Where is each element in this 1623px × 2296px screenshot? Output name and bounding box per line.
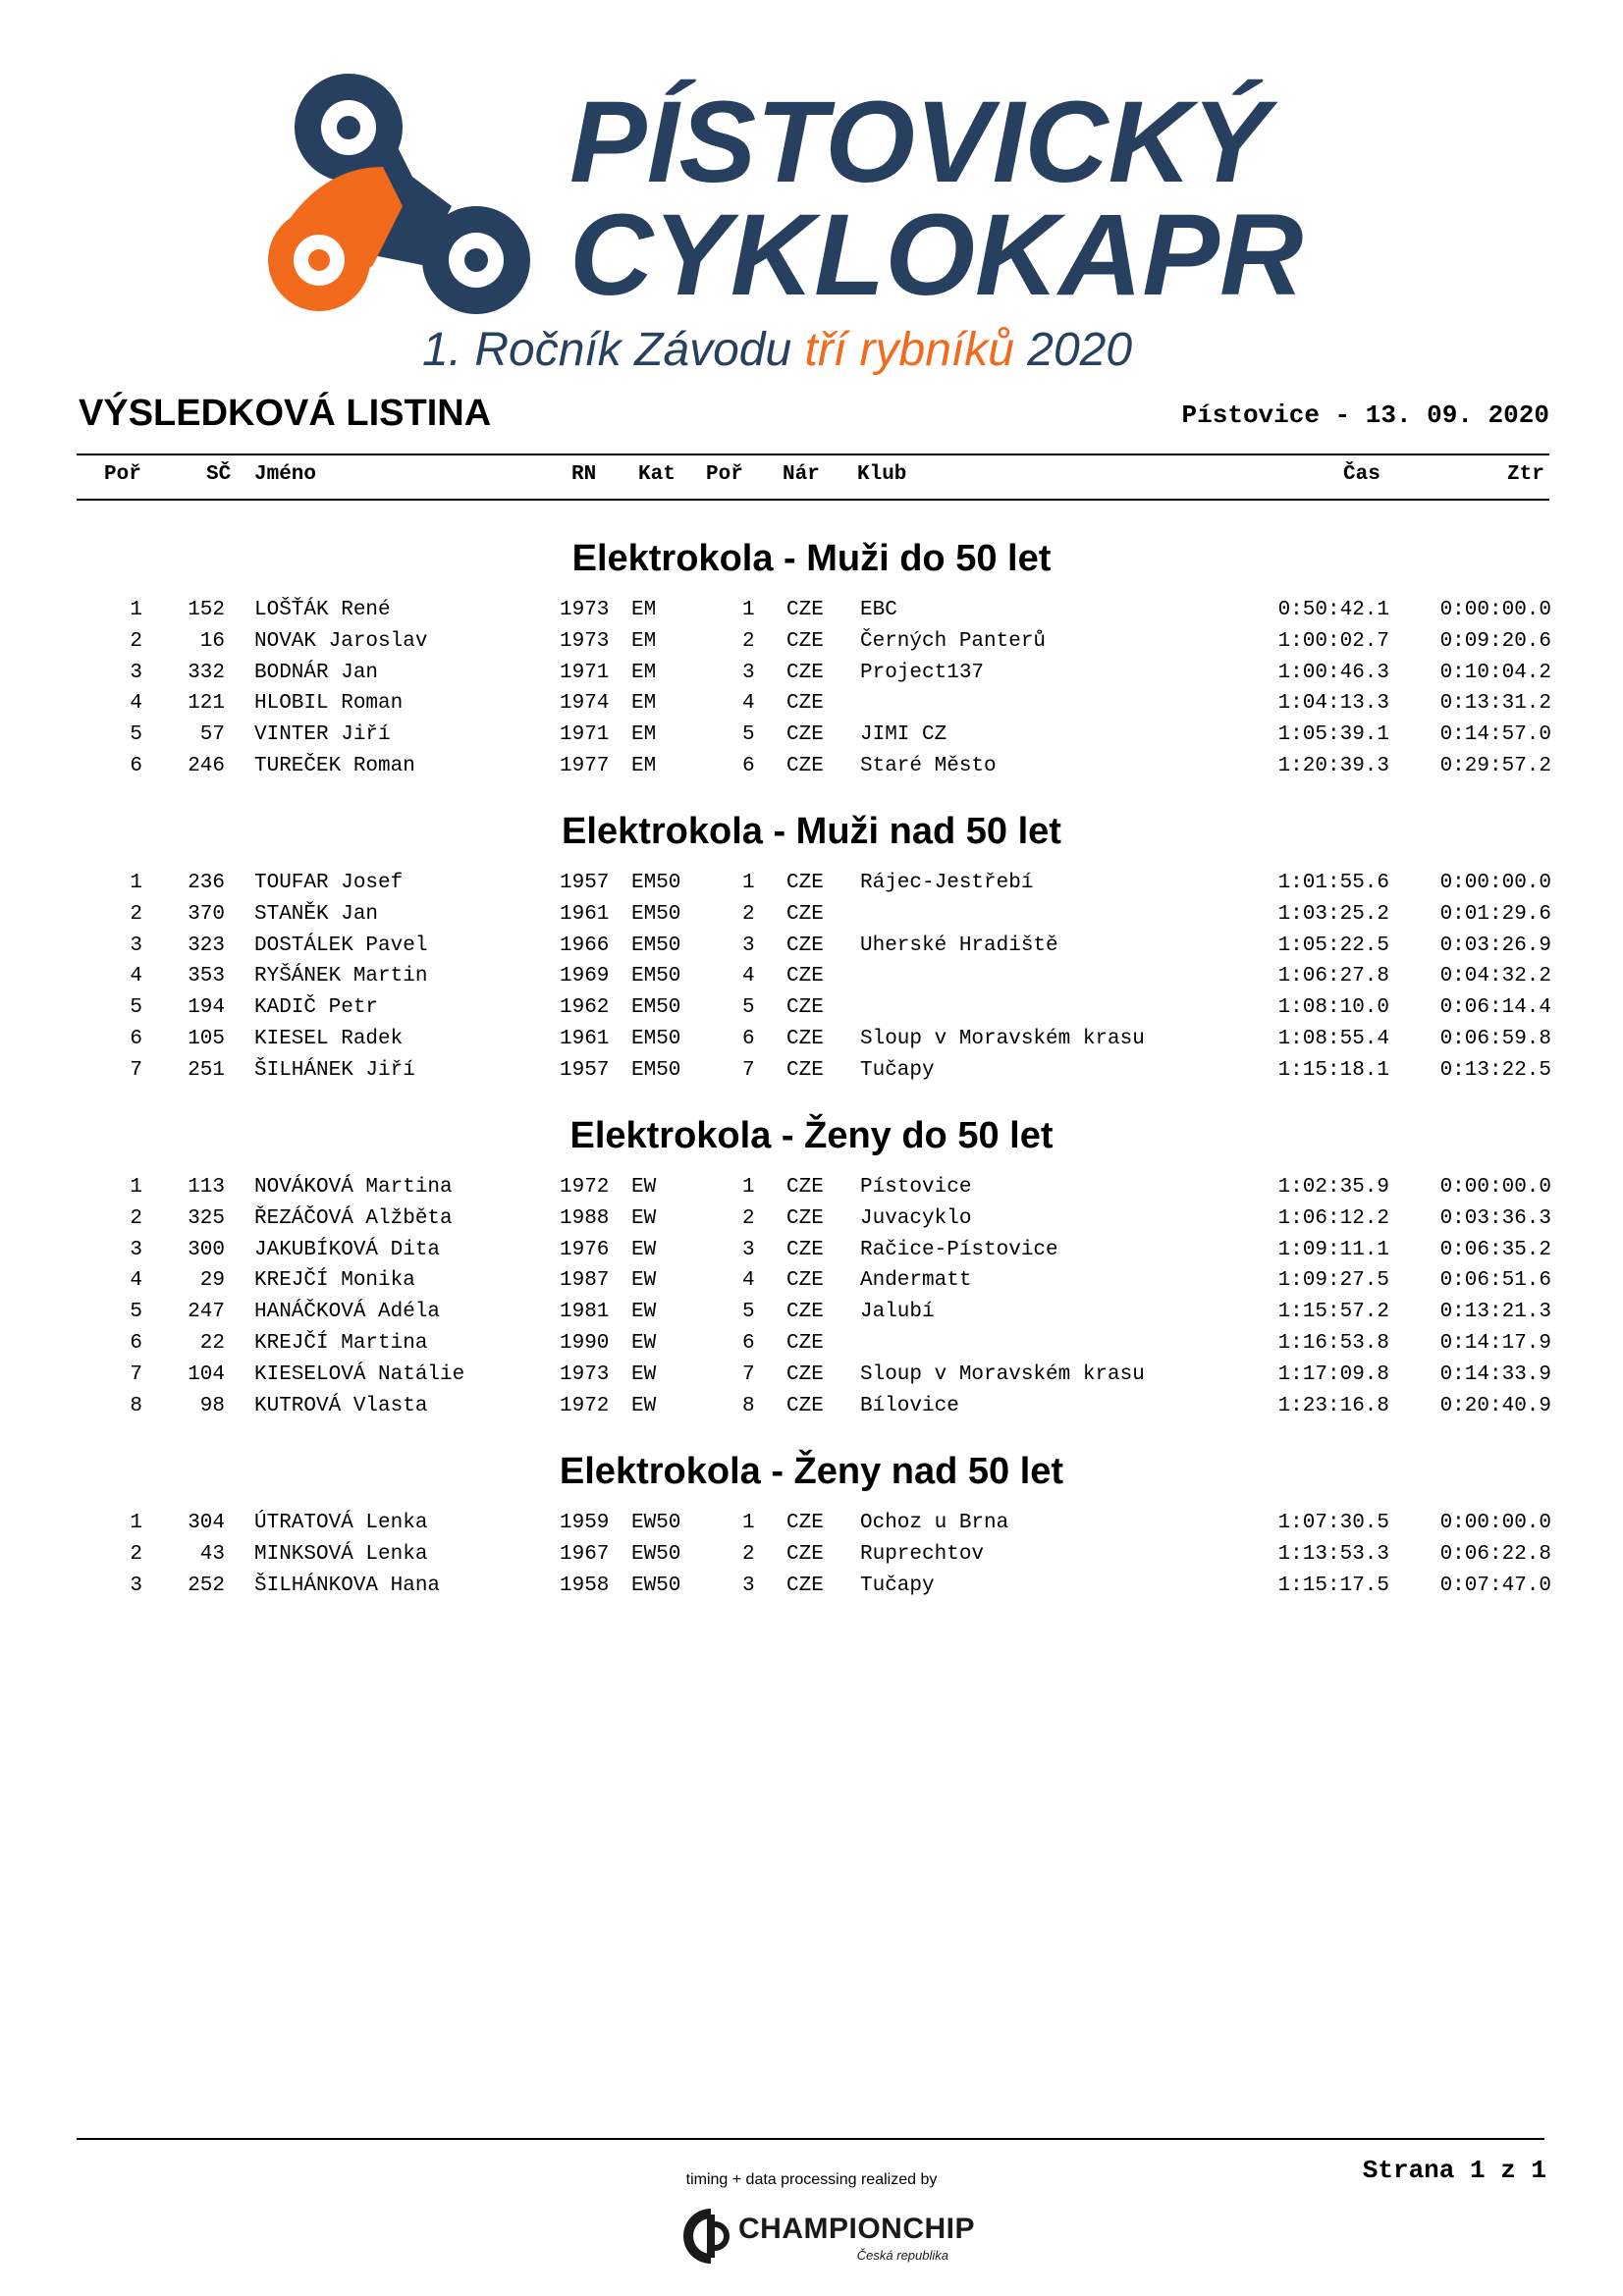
result-row bbox=[0, 599, 1623, 630]
cell-name: JAKUBÍKOVÁ Dita bbox=[254, 1238, 441, 1261]
cell-por: 4 bbox=[130, 1269, 142, 1293]
cell-por: 2 bbox=[130, 629, 142, 653]
cell-por2: 1 bbox=[742, 872, 755, 894]
cell-name: ŠILHÁNKOVA Hana bbox=[254, 1574, 441, 1597]
cell-rn: 1972 bbox=[560, 1176, 610, 1199]
cell-rn: 1987 bbox=[560, 1269, 610, 1293]
result-row bbox=[0, 1575, 1623, 1606]
cell-ztr: 0:00:00.0 bbox=[1439, 1512, 1551, 1534]
cell-club: Staré Město bbox=[860, 755, 997, 777]
cell-name: ŘEZÁČOVÁ Alžběta bbox=[254, 1206, 453, 1230]
cell-sc: 194 bbox=[188, 996, 225, 1020]
cell-nar: CZE bbox=[786, 1238, 824, 1261]
cell-sc: 304 bbox=[188, 1512, 225, 1534]
place-date: Pístovice - 13. 09. 2020 bbox=[1181, 400, 1549, 430]
cell-name: ŠILHÁNEK Jiří bbox=[254, 1058, 415, 1082]
cell-rn: 1971 bbox=[560, 723, 610, 747]
result-row bbox=[0, 692, 1623, 723]
cell-ztr: 0:04:32.2 bbox=[1439, 965, 1551, 988]
cell-name: VINTER Jiří bbox=[254, 723, 391, 747]
cell-por2: 7 bbox=[742, 1058, 755, 1082]
cell-por: 1 bbox=[130, 599, 142, 621]
cell-rn: 1973 bbox=[560, 629, 610, 653]
cell-cas: 1:08:10.0 bbox=[1277, 996, 1389, 1020]
cell-por2: 2 bbox=[742, 1542, 755, 1566]
logo-subtitle: 1. Ročník Závodu tří rybníků 2020 bbox=[422, 324, 1133, 376]
cell-cas: 1:00:46.3 bbox=[1277, 661, 1389, 684]
cell-cas: 1:06:27.8 bbox=[1277, 965, 1389, 988]
cell-rn: 1961 bbox=[560, 902, 610, 926]
page-title: VÝSLEDKOVÁ LISTINA bbox=[79, 393, 492, 434]
cell-por2: 3 bbox=[742, 1238, 755, 1261]
cell-rn: 1969 bbox=[560, 965, 610, 988]
cell-por2: 4 bbox=[742, 965, 755, 988]
cell-por: 2 bbox=[130, 902, 142, 926]
cell-sc: 332 bbox=[188, 661, 225, 684]
cell-cas: 1:09:27.5 bbox=[1277, 1269, 1389, 1293]
cell-nar: CZE bbox=[786, 1206, 824, 1230]
cell-kat: EW bbox=[631, 1238, 657, 1261]
cell-rn: 1974 bbox=[560, 692, 610, 716]
result-row bbox=[0, 630, 1623, 662]
cell-por: 5 bbox=[130, 1301, 142, 1324]
cell-nar: CZE bbox=[786, 1394, 824, 1417]
cell-por: 5 bbox=[130, 723, 142, 747]
cell-por2: 2 bbox=[742, 1206, 755, 1230]
cell-club: Bílovice bbox=[860, 1394, 959, 1417]
cell-cas: 1:15:17.5 bbox=[1277, 1574, 1389, 1597]
cell-club: Černých Panterů bbox=[860, 629, 1047, 653]
cell-por2: 4 bbox=[742, 692, 755, 716]
cell-por: 3 bbox=[130, 1238, 142, 1261]
section-title: Elektrokola - Ženy do 50 let bbox=[569, 1115, 1054, 1156]
cell-nar: CZE bbox=[786, 1301, 824, 1324]
result-row bbox=[0, 1207, 1623, 1239]
cell-kat: EW50 bbox=[631, 1542, 681, 1566]
cell-por: 4 bbox=[130, 692, 142, 716]
cell-kat: EM bbox=[631, 755, 657, 777]
cell-ztr: 0:13:21.3 bbox=[1439, 1301, 1551, 1324]
cell-sc: 251 bbox=[188, 1058, 225, 1082]
cell-ztr: 0:14:33.9 bbox=[1439, 1362, 1551, 1386]
cell-cas: 1:17:09.8 bbox=[1277, 1362, 1389, 1386]
cell-sc: 16 bbox=[199, 629, 225, 653]
cell-kat: EM50 bbox=[631, 872, 681, 894]
cell-kat: EM50 bbox=[631, 1058, 681, 1082]
cell-name: STANĚK Jan bbox=[254, 902, 379, 926]
cell-kat: EM50 bbox=[631, 902, 681, 926]
cell-name: MINKSOVÁ Lenka bbox=[254, 1542, 428, 1566]
section-title: Elektrokola - Ženy nad 50 let bbox=[559, 1451, 1064, 1492]
cell-sc: 247 bbox=[188, 1301, 225, 1324]
cell-kat: EM bbox=[631, 629, 657, 653]
result-row bbox=[0, 1363, 1623, 1395]
cell-por2: 5 bbox=[742, 723, 755, 747]
cell-ztr: 0:07:47.0 bbox=[1439, 1574, 1551, 1597]
cell-ztr: 0:10:04.2 bbox=[1439, 661, 1551, 684]
cell-name: KREJČÍ Monika bbox=[254, 1269, 415, 1293]
cell-name: HLOBIL Roman bbox=[254, 692, 404, 716]
cell-nar: CZE bbox=[786, 1542, 824, 1566]
cell-kat: EW bbox=[631, 1176, 657, 1199]
cell-kat: EW bbox=[631, 1269, 657, 1293]
col-header-ztr: Ztr bbox=[1507, 463, 1544, 486]
cell-nar: CZE bbox=[786, 692, 824, 716]
cell-rn: 1972 bbox=[560, 1394, 610, 1417]
cell-nar: CZE bbox=[786, 661, 824, 684]
championchip-brand: CHAMPIONCHIP bbox=[738, 2213, 976, 2245]
cell-cas: 1:16:53.8 bbox=[1277, 1332, 1389, 1355]
logo-line1: PÍSTOVICKÝ bbox=[569, 78, 1270, 207]
result-row bbox=[0, 1028, 1623, 1059]
cell-club: Project137 bbox=[860, 661, 985, 684]
col-header-por2: Poř bbox=[706, 463, 743, 486]
cell-club: Pístovice bbox=[860, 1176, 972, 1199]
cell-ztr: 0:06:51.6 bbox=[1439, 1269, 1551, 1293]
result-row bbox=[0, 1239, 1623, 1270]
cell-por2: 6 bbox=[742, 755, 755, 777]
page-number: Strana 1 z 1 bbox=[1362, 2156, 1546, 2185]
cell-cas: 1:03:25.2 bbox=[1277, 902, 1389, 926]
col-header-cas: Čas bbox=[1343, 463, 1380, 486]
cell-rn: 1957 bbox=[560, 872, 610, 894]
header-bottom-rule bbox=[77, 499, 1549, 501]
result-row bbox=[0, 903, 1623, 934]
cell-por: 1 bbox=[130, 872, 142, 894]
cell-rn: 1981 bbox=[560, 1301, 610, 1324]
cell-por2: 1 bbox=[742, 599, 755, 621]
cell-kat: EM bbox=[631, 599, 657, 621]
cell-cas: 1:04:13.3 bbox=[1277, 692, 1389, 716]
cell-rn: 1973 bbox=[560, 1362, 610, 1386]
col-header-nar: Nár bbox=[783, 463, 820, 486]
cell-kat: EM50 bbox=[631, 965, 681, 988]
result-row bbox=[0, 934, 1623, 966]
cell-por2: 2 bbox=[742, 629, 755, 653]
cell-por2: 3 bbox=[742, 661, 755, 684]
section-title: Elektrokola - Muži do 50 let bbox=[571, 538, 1052, 579]
cell-por: 4 bbox=[130, 965, 142, 988]
cell-por: 7 bbox=[130, 1058, 142, 1082]
cell-sc: 152 bbox=[188, 599, 225, 621]
cell-por: 5 bbox=[130, 996, 142, 1020]
cell-name: DOSTÁLEK Pavel bbox=[254, 934, 428, 957]
cell-cas: 1:13:53.3 bbox=[1277, 1542, 1389, 1566]
cell-por2: 1 bbox=[742, 1512, 755, 1534]
cell-sc: 325 bbox=[188, 1206, 225, 1230]
cell-por: 1 bbox=[130, 1176, 142, 1199]
col-header-club: Klub bbox=[857, 463, 907, 486]
cell-kat: EW bbox=[631, 1394, 657, 1417]
cell-name: NOVÁKOVÁ Martina bbox=[254, 1176, 453, 1199]
cell-sc: 29 bbox=[199, 1269, 225, 1293]
header-top-rule bbox=[77, 454, 1549, 455]
cell-name: HANÁČKOVÁ Adéla bbox=[254, 1301, 441, 1324]
cell-rn: 1971 bbox=[560, 661, 610, 684]
cell-club: Račice-Pístovice bbox=[860, 1238, 1058, 1261]
cell-rn: 1967 bbox=[560, 1542, 610, 1566]
cell-rn: 1957 bbox=[560, 1058, 610, 1082]
cell-sc: 300 bbox=[188, 1238, 225, 1261]
cell-kat: EM50 bbox=[631, 996, 681, 1020]
cell-por2: 4 bbox=[742, 1269, 755, 1293]
cell-rn: 1990 bbox=[560, 1332, 610, 1355]
cell-cas: 0:50:42.1 bbox=[1277, 599, 1389, 621]
cell-ztr: 0:06:35.2 bbox=[1439, 1238, 1551, 1261]
cell-por2: 6 bbox=[742, 1028, 755, 1050]
cell-ztr: 0:09:20.6 bbox=[1439, 629, 1551, 653]
cell-ztr: 0:00:00.0 bbox=[1439, 1176, 1551, 1199]
cell-club: Tučapy bbox=[860, 1574, 935, 1597]
result-row bbox=[0, 1301, 1623, 1332]
cell-ztr: 0:29:57.2 bbox=[1439, 755, 1551, 777]
cell-club: Uherské Hradiště bbox=[860, 934, 1058, 957]
cell-kat: EW bbox=[631, 1301, 657, 1324]
cell-club: JIMI CZ bbox=[860, 723, 947, 747]
cell-club: Juvacyklo bbox=[860, 1206, 972, 1230]
cell-por2: 2 bbox=[742, 902, 755, 926]
cell-rn: 1962 bbox=[560, 996, 610, 1020]
cell-nar: CZE bbox=[786, 723, 824, 747]
cell-nar: CZE bbox=[786, 1574, 824, 1597]
result-row bbox=[0, 1512, 1623, 1543]
cell-cas: 1:02:35.9 bbox=[1277, 1176, 1389, 1199]
cell-rn: 1977 bbox=[560, 755, 610, 777]
cell-por: 2 bbox=[130, 1542, 142, 1566]
section-title: Elektrokola - Muži nad 50 let bbox=[562, 811, 1061, 852]
cell-rn: 1958 bbox=[560, 1574, 610, 1597]
cell-ztr: 0:14:17.9 bbox=[1439, 1332, 1551, 1355]
cell-nar: CZE bbox=[786, 1028, 824, 1050]
cell-nar: CZE bbox=[786, 1512, 824, 1534]
cell-rn: 1966 bbox=[560, 934, 610, 957]
event-logo bbox=[265, 59, 1365, 383]
cell-por2: 3 bbox=[742, 1574, 755, 1597]
cell-ztr: 0:14:57.0 bbox=[1439, 723, 1551, 747]
col-header-rn: RN bbox=[571, 463, 597, 486]
cell-nar: CZE bbox=[786, 996, 824, 1020]
cell-club: Ruprechtov bbox=[860, 1542, 985, 1566]
cell-nar: CZE bbox=[786, 872, 824, 894]
cell-sc: 323 bbox=[188, 934, 225, 957]
chain-logo-icon bbox=[268, 74, 530, 314]
cell-ztr: 0:01:29.6 bbox=[1439, 902, 1551, 926]
cell-por: 6 bbox=[130, 1028, 142, 1050]
cell-sc: 43 bbox=[199, 1542, 225, 1566]
result-row bbox=[0, 965, 1623, 996]
cell-por2: 5 bbox=[742, 1301, 755, 1324]
cell-sc: 113 bbox=[188, 1176, 225, 1199]
cell-por2: 6 bbox=[742, 1332, 755, 1355]
cell-sc: 104 bbox=[188, 1362, 225, 1386]
cell-ztr: 0:13:22.5 bbox=[1439, 1058, 1551, 1082]
cell-club: Ochoz u Brna bbox=[860, 1512, 1009, 1534]
cell-cas: 1:05:22.5 bbox=[1277, 934, 1389, 957]
cell-name: BODNÁR Jan bbox=[254, 661, 379, 684]
cell-name: KADIČ Petr bbox=[254, 996, 379, 1020]
cell-por: 7 bbox=[130, 1362, 142, 1386]
cell-nar: CZE bbox=[786, 1269, 824, 1293]
cell-kat: EW50 bbox=[631, 1574, 681, 1597]
cell-nar: CZE bbox=[786, 934, 824, 957]
timing-credit: timing + data processing realized by bbox=[685, 2171, 938, 2188]
cell-kat: EW bbox=[631, 1206, 657, 1230]
cell-name: KIESEL Radek bbox=[254, 1028, 404, 1050]
cell-ztr: 0:20:40.9 bbox=[1439, 1394, 1551, 1417]
result-row bbox=[0, 662, 1623, 693]
cell-name: LOŠŤÁK René bbox=[254, 599, 391, 621]
cell-cas: 1:23:16.8 bbox=[1277, 1394, 1389, 1417]
cell-por2: 8 bbox=[742, 1394, 755, 1417]
cell-nar: CZE bbox=[786, 755, 824, 777]
cell-cas: 1:09:11.1 bbox=[1277, 1238, 1389, 1261]
cell-name: TOUFAR Josef bbox=[254, 872, 404, 894]
cell-kat: EW bbox=[631, 1332, 657, 1355]
cell-cas: 1:06:12.2 bbox=[1277, 1206, 1389, 1230]
cell-sc: 22 bbox=[199, 1332, 225, 1355]
cell-kat: EM50 bbox=[631, 934, 681, 957]
cell-sc: 370 bbox=[188, 902, 225, 926]
cell-club: Sloup v Moravském krasu bbox=[860, 1028, 1145, 1050]
cell-club: Sloup v Moravském krasu bbox=[860, 1362, 1145, 1386]
cell-ztr: 0:06:59.8 bbox=[1439, 1028, 1551, 1050]
cell-cas: 1:15:18.1 bbox=[1277, 1058, 1389, 1082]
cell-kat: EW bbox=[631, 1362, 657, 1386]
cell-cas: 1:01:55.6 bbox=[1277, 872, 1389, 894]
cell-ztr: 0:06:14.4 bbox=[1439, 996, 1551, 1020]
cell-por: 6 bbox=[130, 1332, 142, 1355]
cell-club: Rájec-Jestřebí bbox=[860, 872, 1034, 894]
cell-por: 8 bbox=[130, 1394, 142, 1417]
result-row bbox=[0, 1395, 1623, 1426]
result-row bbox=[0, 872, 1623, 903]
cell-nar: CZE bbox=[786, 629, 824, 653]
cell-nar: CZE bbox=[786, 1332, 824, 1355]
cell-ztr: 0:03:26.9 bbox=[1439, 934, 1551, 957]
cell-kat: EM50 bbox=[631, 1028, 681, 1050]
result-row bbox=[0, 996, 1623, 1028]
result-row bbox=[0, 1332, 1623, 1363]
cell-rn: 1973 bbox=[560, 599, 610, 621]
cell-name: TUREČEK Roman bbox=[254, 755, 415, 777]
cell-sc: 98 bbox=[199, 1394, 225, 1417]
cell-name: RYŠÁNEK Martin bbox=[254, 965, 428, 988]
col-header-name: Jméno bbox=[254, 463, 317, 486]
cell-club: Andermatt bbox=[860, 1269, 972, 1293]
cell-nar: CZE bbox=[786, 1362, 824, 1386]
col-header-kat: Kat bbox=[638, 463, 676, 486]
cell-cas: 1:07:30.5 bbox=[1277, 1512, 1389, 1534]
cell-por: 3 bbox=[130, 661, 142, 684]
result-row bbox=[0, 755, 1623, 786]
cell-club: Tučapy bbox=[860, 1058, 935, 1082]
cell-name: KUTROVÁ Vlasta bbox=[254, 1394, 428, 1417]
cell-name: KIESELOVÁ Natálie bbox=[254, 1362, 465, 1386]
cell-ztr: 0:06:22.8 bbox=[1439, 1542, 1551, 1566]
logo-line2: CYKLOKAPR bbox=[569, 190, 1304, 320]
cell-por2: 5 bbox=[742, 996, 755, 1020]
cell-rn: 1976 bbox=[560, 1238, 610, 1261]
cell-name: ÚTRATOVÁ Lenka bbox=[254, 1512, 428, 1534]
cell-por2: 1 bbox=[742, 1176, 755, 1199]
cell-sc: 57 bbox=[199, 723, 225, 747]
cell-por2: 7 bbox=[742, 1362, 755, 1386]
cell-cas: 1:00:02.7 bbox=[1277, 629, 1389, 653]
cell-rn: 1988 bbox=[560, 1206, 610, 1230]
cell-ztr: 0:13:31.2 bbox=[1439, 692, 1551, 716]
cell-club: EBC bbox=[860, 599, 897, 621]
result-row bbox=[0, 1269, 1623, 1301]
cell-por: 6 bbox=[130, 755, 142, 777]
cell-ztr: 0:00:00.0 bbox=[1439, 872, 1551, 894]
cell-sc: 353 bbox=[188, 965, 225, 988]
cell-nar: CZE bbox=[786, 1176, 824, 1199]
cell-cas: 1:08:55.4 bbox=[1277, 1028, 1389, 1050]
cell-nar: CZE bbox=[786, 599, 824, 621]
cell-cas: 1:05:39.1 bbox=[1277, 723, 1389, 747]
cell-name: KREJČÍ Martina bbox=[254, 1332, 428, 1355]
result-row bbox=[0, 1059, 1623, 1091]
cell-sc: 246 bbox=[188, 755, 225, 777]
cell-club: Jalubí bbox=[860, 1301, 935, 1324]
cell-por: 1 bbox=[130, 1512, 142, 1534]
result-row bbox=[0, 1176, 1623, 1207]
result-row bbox=[0, 1543, 1623, 1575]
cell-kat: EM bbox=[631, 661, 657, 684]
cell-kat: EM bbox=[631, 692, 657, 716]
cell-kat: EM bbox=[631, 723, 657, 747]
cell-cas: 1:15:57.2 bbox=[1277, 1301, 1389, 1324]
cell-rn: 1961 bbox=[560, 1028, 610, 1050]
cell-nar: CZE bbox=[786, 1058, 824, 1082]
cell-sc: 236 bbox=[188, 872, 225, 894]
cell-nar: CZE bbox=[786, 902, 824, 926]
result-row bbox=[0, 723, 1623, 755]
cell-por2: 3 bbox=[742, 934, 755, 957]
championchip-mark-icon bbox=[681, 2205, 736, 2268]
cell-rn: 1959 bbox=[560, 1512, 610, 1534]
cell-sc: 252 bbox=[188, 1574, 225, 1597]
cell-sc: 105 bbox=[188, 1028, 225, 1050]
cell-cas: 1:20:39.3 bbox=[1277, 755, 1389, 777]
cell-name: NOVAK Jaroslav bbox=[254, 629, 428, 653]
championchip-logo bbox=[681, 2205, 976, 2268]
col-header-sc: SČ bbox=[206, 463, 232, 486]
championchip-sub: Česká republika bbox=[856, 2248, 948, 2263]
cell-sc: 121 bbox=[188, 692, 225, 716]
cell-nar: CZE bbox=[786, 965, 824, 988]
col-header-por: Poř bbox=[104, 463, 141, 486]
cell-ztr: 0:00:00.0 bbox=[1439, 599, 1551, 621]
cell-por: 3 bbox=[130, 934, 142, 957]
footer-rule bbox=[77, 2138, 1544, 2140]
cell-por: 3 bbox=[130, 1574, 142, 1597]
cell-por: 2 bbox=[130, 1206, 142, 1230]
cell-kat: EW50 bbox=[631, 1512, 681, 1534]
cell-ztr: 0:03:36.3 bbox=[1439, 1206, 1551, 1230]
